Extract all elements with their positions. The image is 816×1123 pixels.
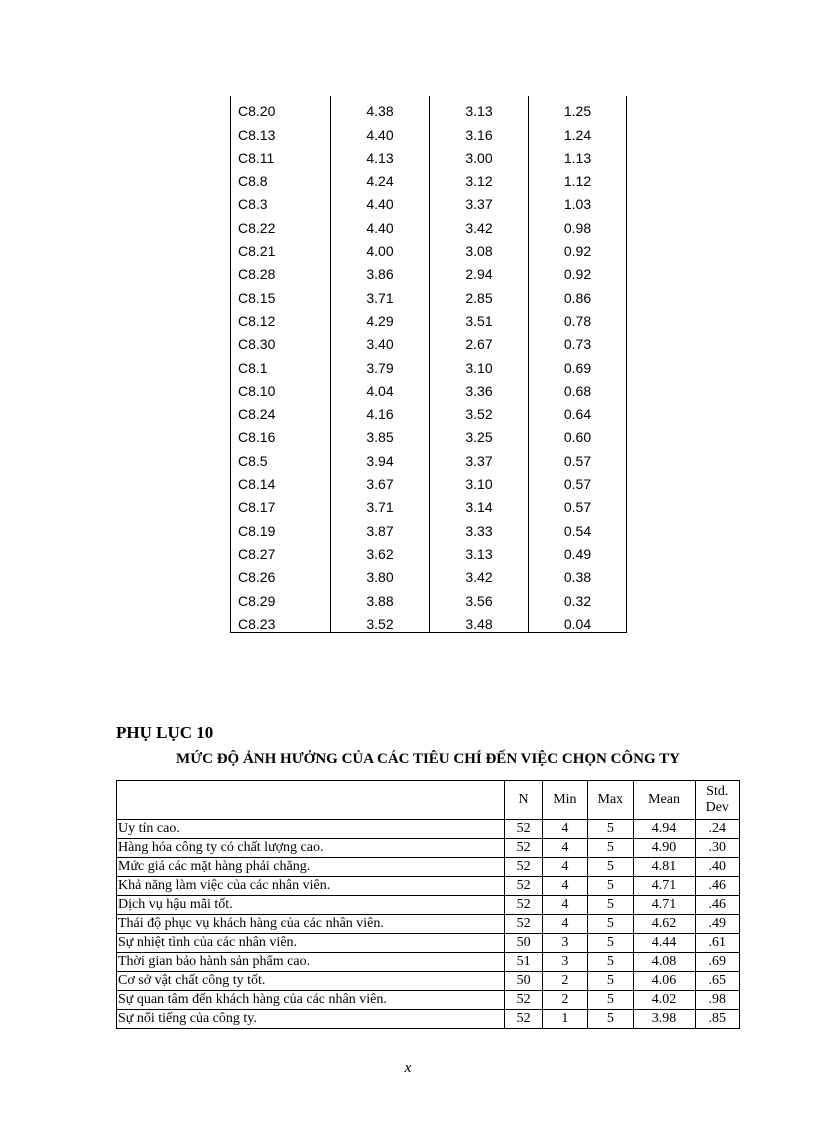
value-2-cell: 3.13 (430, 539, 529, 562)
table-row (231, 119, 627, 142)
header-std-line2: Dev (705, 800, 729, 815)
value-1-cell: 3.87 (331, 515, 430, 538)
value-1-cell: 3.40 (331, 329, 430, 352)
table-row (231, 515, 627, 538)
table-row (231, 329, 627, 352)
table-row (231, 143, 627, 166)
table-row (231, 539, 627, 562)
mean-cell: 4.06 (633, 972, 695, 991)
value-1-cell: 3.94 (331, 445, 430, 468)
table-row (117, 877, 740, 896)
criteria-label-cell: Uy tín cao. (117, 820, 505, 839)
criteria-label-cell: Sự quan tâm đến khách hàng của các nhân viên. (117, 991, 505, 1010)
mean-cell: 4.81 (633, 858, 695, 877)
value-1-cell: 4.16 (331, 399, 430, 422)
criterion-code-cell: C8.19 (231, 515, 331, 538)
max-cell: 5 (588, 953, 633, 972)
value-difference-cell: 0.38 (529, 562, 627, 585)
min-cell: 4 (542, 839, 587, 858)
std-dev-cell: .98 (695, 991, 739, 1010)
criteria-label-cell: Sự nhiệt tình của các nhân viên. (117, 934, 505, 953)
criterion-code-cell: C8.5 (231, 445, 331, 468)
mean-cell: 4.08 (633, 953, 695, 972)
value-1-cell: 3.85 (331, 422, 430, 445)
n-cell: 52 (505, 1010, 542, 1029)
value-difference-cell: 0.68 (529, 376, 627, 399)
criterion-code-cell: C8.10 (231, 376, 331, 399)
value-1-cell: 4.40 (331, 212, 430, 235)
criterion-code-cell: C8.28 (231, 259, 331, 282)
value-2-cell: 3.08 (430, 236, 529, 259)
value-1-cell: 3.88 (331, 585, 430, 608)
value-2-cell: 3.13 (430, 96, 529, 119)
table-row (117, 896, 740, 915)
criterion-code-cell: C8.16 (231, 422, 331, 445)
value-2-cell: 3.36 (430, 376, 529, 399)
criterion-code-cell: C8.30 (231, 329, 331, 352)
n-cell: 52 (505, 877, 542, 896)
mean-cell: 4.94 (633, 820, 695, 839)
n-cell: 52 (505, 858, 542, 877)
mean-cell: 4.62 (633, 915, 695, 934)
value-2-cell: 2.67 (430, 329, 529, 352)
value-2-cell: 2.94 (430, 259, 529, 282)
mean-cell: 4.44 (633, 934, 695, 953)
criteria-label-cell: Mức giá các mặt hàng phải chăng. (117, 858, 505, 877)
table-row (231, 166, 627, 189)
std-dev-cell: .65 (695, 972, 739, 991)
max-cell: 5 (588, 877, 633, 896)
std-dev-cell: .61 (695, 934, 739, 953)
std-dev-cell: .40 (695, 858, 739, 877)
n-cell: 50 (505, 934, 542, 953)
table-row (231, 585, 627, 608)
value-difference-cell: 0.86 (529, 282, 627, 305)
n-cell: 50 (505, 972, 542, 991)
value-1-cell: 4.24 (331, 166, 430, 189)
mean-cell: 4.71 (633, 896, 695, 915)
criteria-influence-table-body (117, 820, 740, 1029)
n-cell: 52 (505, 896, 542, 915)
mean-cell: 4.71 (633, 877, 695, 896)
table-row (231, 259, 627, 282)
value-2-cell: 3.37 (430, 445, 529, 468)
table-row (117, 991, 740, 1010)
value-difference-cell: 0.98 (529, 212, 627, 235)
mean-cell: 3.98 (633, 1010, 695, 1029)
table-row (231, 399, 627, 422)
max-cell: 5 (588, 820, 633, 839)
mean-cell: 4.02 (633, 991, 695, 1010)
header-mean: Mean (633, 781, 695, 820)
value-1-cell: 4.40 (331, 189, 430, 212)
std-dev-cell: .24 (695, 820, 739, 839)
table-row (231, 422, 627, 445)
max-cell: 5 (588, 915, 633, 934)
table-row (117, 915, 740, 934)
header-min: Min (542, 781, 587, 820)
criterion-code-cell: C8.15 (231, 282, 331, 305)
max-cell: 5 (588, 972, 633, 991)
value-2-cell: 3.48 (430, 609, 529, 633)
criterion-code-cell: C8.13 (231, 119, 331, 142)
header-row (117, 781, 740, 820)
n-cell: 52 (505, 820, 542, 839)
table-row (231, 189, 627, 212)
table-row (117, 972, 740, 991)
value-difference-cell: 0.92 (529, 259, 627, 282)
table-row (117, 839, 740, 858)
value-1-cell: 3.62 (331, 539, 430, 562)
value-difference-cell: 1.24 (529, 119, 627, 142)
std-dev-cell: .49 (695, 915, 739, 934)
mean-cell: 4.90 (633, 839, 695, 858)
value-1-cell: 3.71 (331, 492, 430, 515)
n-cell: 52 (505, 991, 542, 1010)
value-2-cell: 3.42 (430, 212, 529, 235)
value-2-cell: 3.16 (430, 119, 529, 142)
min-cell: 4 (542, 915, 587, 934)
value-difference-cell: 0.49 (529, 539, 627, 562)
value-difference-cell: 0.78 (529, 306, 627, 329)
header-std-line1: Std. (706, 784, 729, 799)
max-cell: 5 (588, 934, 633, 953)
criterion-code-cell: C8.17 (231, 492, 331, 515)
value-difference-cell: 0.57 (529, 469, 627, 492)
value-2-cell: 3.42 (430, 562, 529, 585)
criterion-code-cell: C8.29 (231, 585, 331, 608)
min-cell: 3 (542, 953, 587, 972)
criteria-influence-table (116, 780, 740, 1029)
value-2-cell: 3.25 (430, 422, 529, 445)
table-row (231, 212, 627, 235)
value-1-cell: 4.40 (331, 119, 430, 142)
max-cell: 5 (588, 839, 633, 858)
n-cell: 52 (505, 915, 542, 934)
criteria-label-cell: Hàng hóa công ty có chất lượng cao. (117, 839, 505, 858)
value-difference-cell: 0.04 (529, 609, 627, 633)
value-1-cell: 3.52 (331, 609, 430, 633)
criterion-code-cell: C8.22 (231, 212, 331, 235)
value-difference-cell: 0.60 (529, 422, 627, 445)
max-cell: 5 (588, 896, 633, 915)
n-cell: 51 (505, 953, 542, 972)
value-difference-cell: 1.12 (529, 166, 627, 189)
min-cell: 4 (542, 896, 587, 915)
max-cell: 5 (588, 991, 633, 1010)
value-difference-cell: 0.57 (529, 492, 627, 515)
value-2-cell: 3.10 (430, 469, 529, 492)
criterion-code-cell: C8.12 (231, 306, 331, 329)
n-cell: 52 (505, 839, 542, 858)
table-row (117, 953, 740, 972)
min-cell: 4 (542, 858, 587, 877)
min-cell: 4 (542, 820, 587, 839)
criteria-label-cell: Sự nổi tiếng của công ty. (117, 1010, 505, 1029)
table-row (231, 376, 627, 399)
value-2-cell: 3.33 (430, 515, 529, 538)
criteria-influence-table-header (117, 781, 740, 820)
criteria-difference-table (230, 96, 627, 633)
value-difference-cell: 0.32 (529, 585, 627, 608)
criterion-code-cell: C8.14 (231, 469, 331, 492)
criterion-code-cell: C8.3 (231, 189, 331, 212)
value-2-cell: 3.10 (430, 352, 529, 375)
table-row (231, 609, 627, 633)
criterion-code-cell: C8.23 (231, 609, 331, 633)
value-1-cell: 4.13 (331, 143, 430, 166)
value-2-cell: 3.37 (430, 189, 529, 212)
value-1-cell: 3.80 (331, 562, 430, 585)
table-row (117, 858, 740, 877)
value-1-cell: 4.00 (331, 236, 430, 259)
criteria-label-cell: Cơ sở vật chất công ty tốt. (117, 972, 505, 991)
value-1-cell: 3.86 (331, 259, 430, 282)
std-dev-cell: .30 (695, 839, 739, 858)
criterion-code-cell: C8.1 (231, 352, 331, 375)
value-2-cell: 3.12 (430, 166, 529, 189)
value-difference-cell: 0.92 (529, 236, 627, 259)
value-1-cell: 3.67 (331, 469, 430, 492)
value-2-cell: 3.14 (430, 492, 529, 515)
value-difference-cell: 0.57 (529, 445, 627, 468)
value-1-cell: 4.38 (331, 96, 430, 119)
table-row (231, 469, 627, 492)
value-1-cell: 3.79 (331, 352, 430, 375)
min-cell: 1 (542, 1010, 587, 1029)
table-row (231, 562, 627, 585)
value-1-cell: 4.29 (331, 306, 430, 329)
value-difference-cell: 1.25 (529, 96, 627, 119)
appendix-subtitle: MỨC ĐỘ ẢNH HƯỞNG CỦA CÁC TIÊU CHÍ ĐẾN VIỆC CHỌN CÔNG TY (176, 751, 680, 767)
value-1-cell: 4.04 (331, 376, 430, 399)
table-row (231, 445, 627, 468)
criteria-label-cell: Dịch vụ hậu mãi tốt. (117, 896, 505, 915)
table-row (231, 492, 627, 515)
min-cell: 3 (542, 934, 587, 953)
value-difference-cell: 0.69 (529, 352, 627, 375)
criteria-difference-table-body (231, 96, 627, 632)
header-n: N (505, 781, 542, 820)
value-difference-cell: 0.54 (529, 515, 627, 538)
value-difference-cell: 0.73 (529, 329, 627, 352)
criteria-label-cell: Thời gian bảo hành sản phẩm cao. (117, 953, 505, 972)
table-row (231, 96, 627, 119)
criterion-code-cell: C8.21 (231, 236, 331, 259)
table-row (117, 1010, 740, 1029)
table-row (231, 282, 627, 305)
appendix-title: PHỤ LỤC 10 (116, 723, 214, 742)
header-max: Max (588, 781, 633, 820)
criterion-code-cell: C8.20 (231, 96, 331, 119)
std-dev-cell: .85 (695, 1010, 739, 1029)
value-2-cell: 3.52 (430, 399, 529, 422)
criteria-label-cell: Khả năng làm việc của các nhân viên. (117, 877, 505, 896)
table-row (117, 820, 740, 839)
criterion-code-cell: C8.11 (231, 143, 331, 166)
criterion-code-cell: C8.8 (231, 166, 331, 189)
min-cell: 4 (542, 877, 587, 896)
value-2-cell: 3.51 (430, 306, 529, 329)
min-cell: 2 (542, 972, 587, 991)
table-row (231, 352, 627, 375)
value-1-cell: 3.71 (331, 282, 430, 305)
header-std-dev (695, 781, 739, 820)
value-difference-cell: 1.13 (529, 143, 627, 166)
header-criteria (117, 781, 505, 820)
table-row (231, 236, 627, 259)
max-cell: 5 (588, 1010, 633, 1029)
value-difference-cell: 1.03 (529, 189, 627, 212)
std-dev-cell: .69 (695, 953, 739, 972)
std-dev-cell: .46 (695, 877, 739, 896)
max-cell: 5 (588, 858, 633, 877)
criterion-code-cell: C8.26 (231, 562, 331, 585)
page-number: x (404, 1060, 412, 1076)
criteria-label-cell: Thái độ phục vụ khách hàng của các nhân viên. (117, 915, 505, 934)
criterion-code-cell: C8.27 (231, 539, 331, 562)
min-cell: 2 (542, 991, 587, 1010)
value-2-cell: 3.56 (430, 585, 529, 608)
criterion-code-cell: C8.24 (231, 399, 331, 422)
value-2-cell: 2.85 (430, 282, 529, 305)
table-row (231, 306, 627, 329)
value-difference-cell: 0.64 (529, 399, 627, 422)
std-dev-cell: .46 (695, 896, 739, 915)
table-row (117, 934, 740, 953)
value-2-cell: 3.00 (430, 143, 529, 166)
